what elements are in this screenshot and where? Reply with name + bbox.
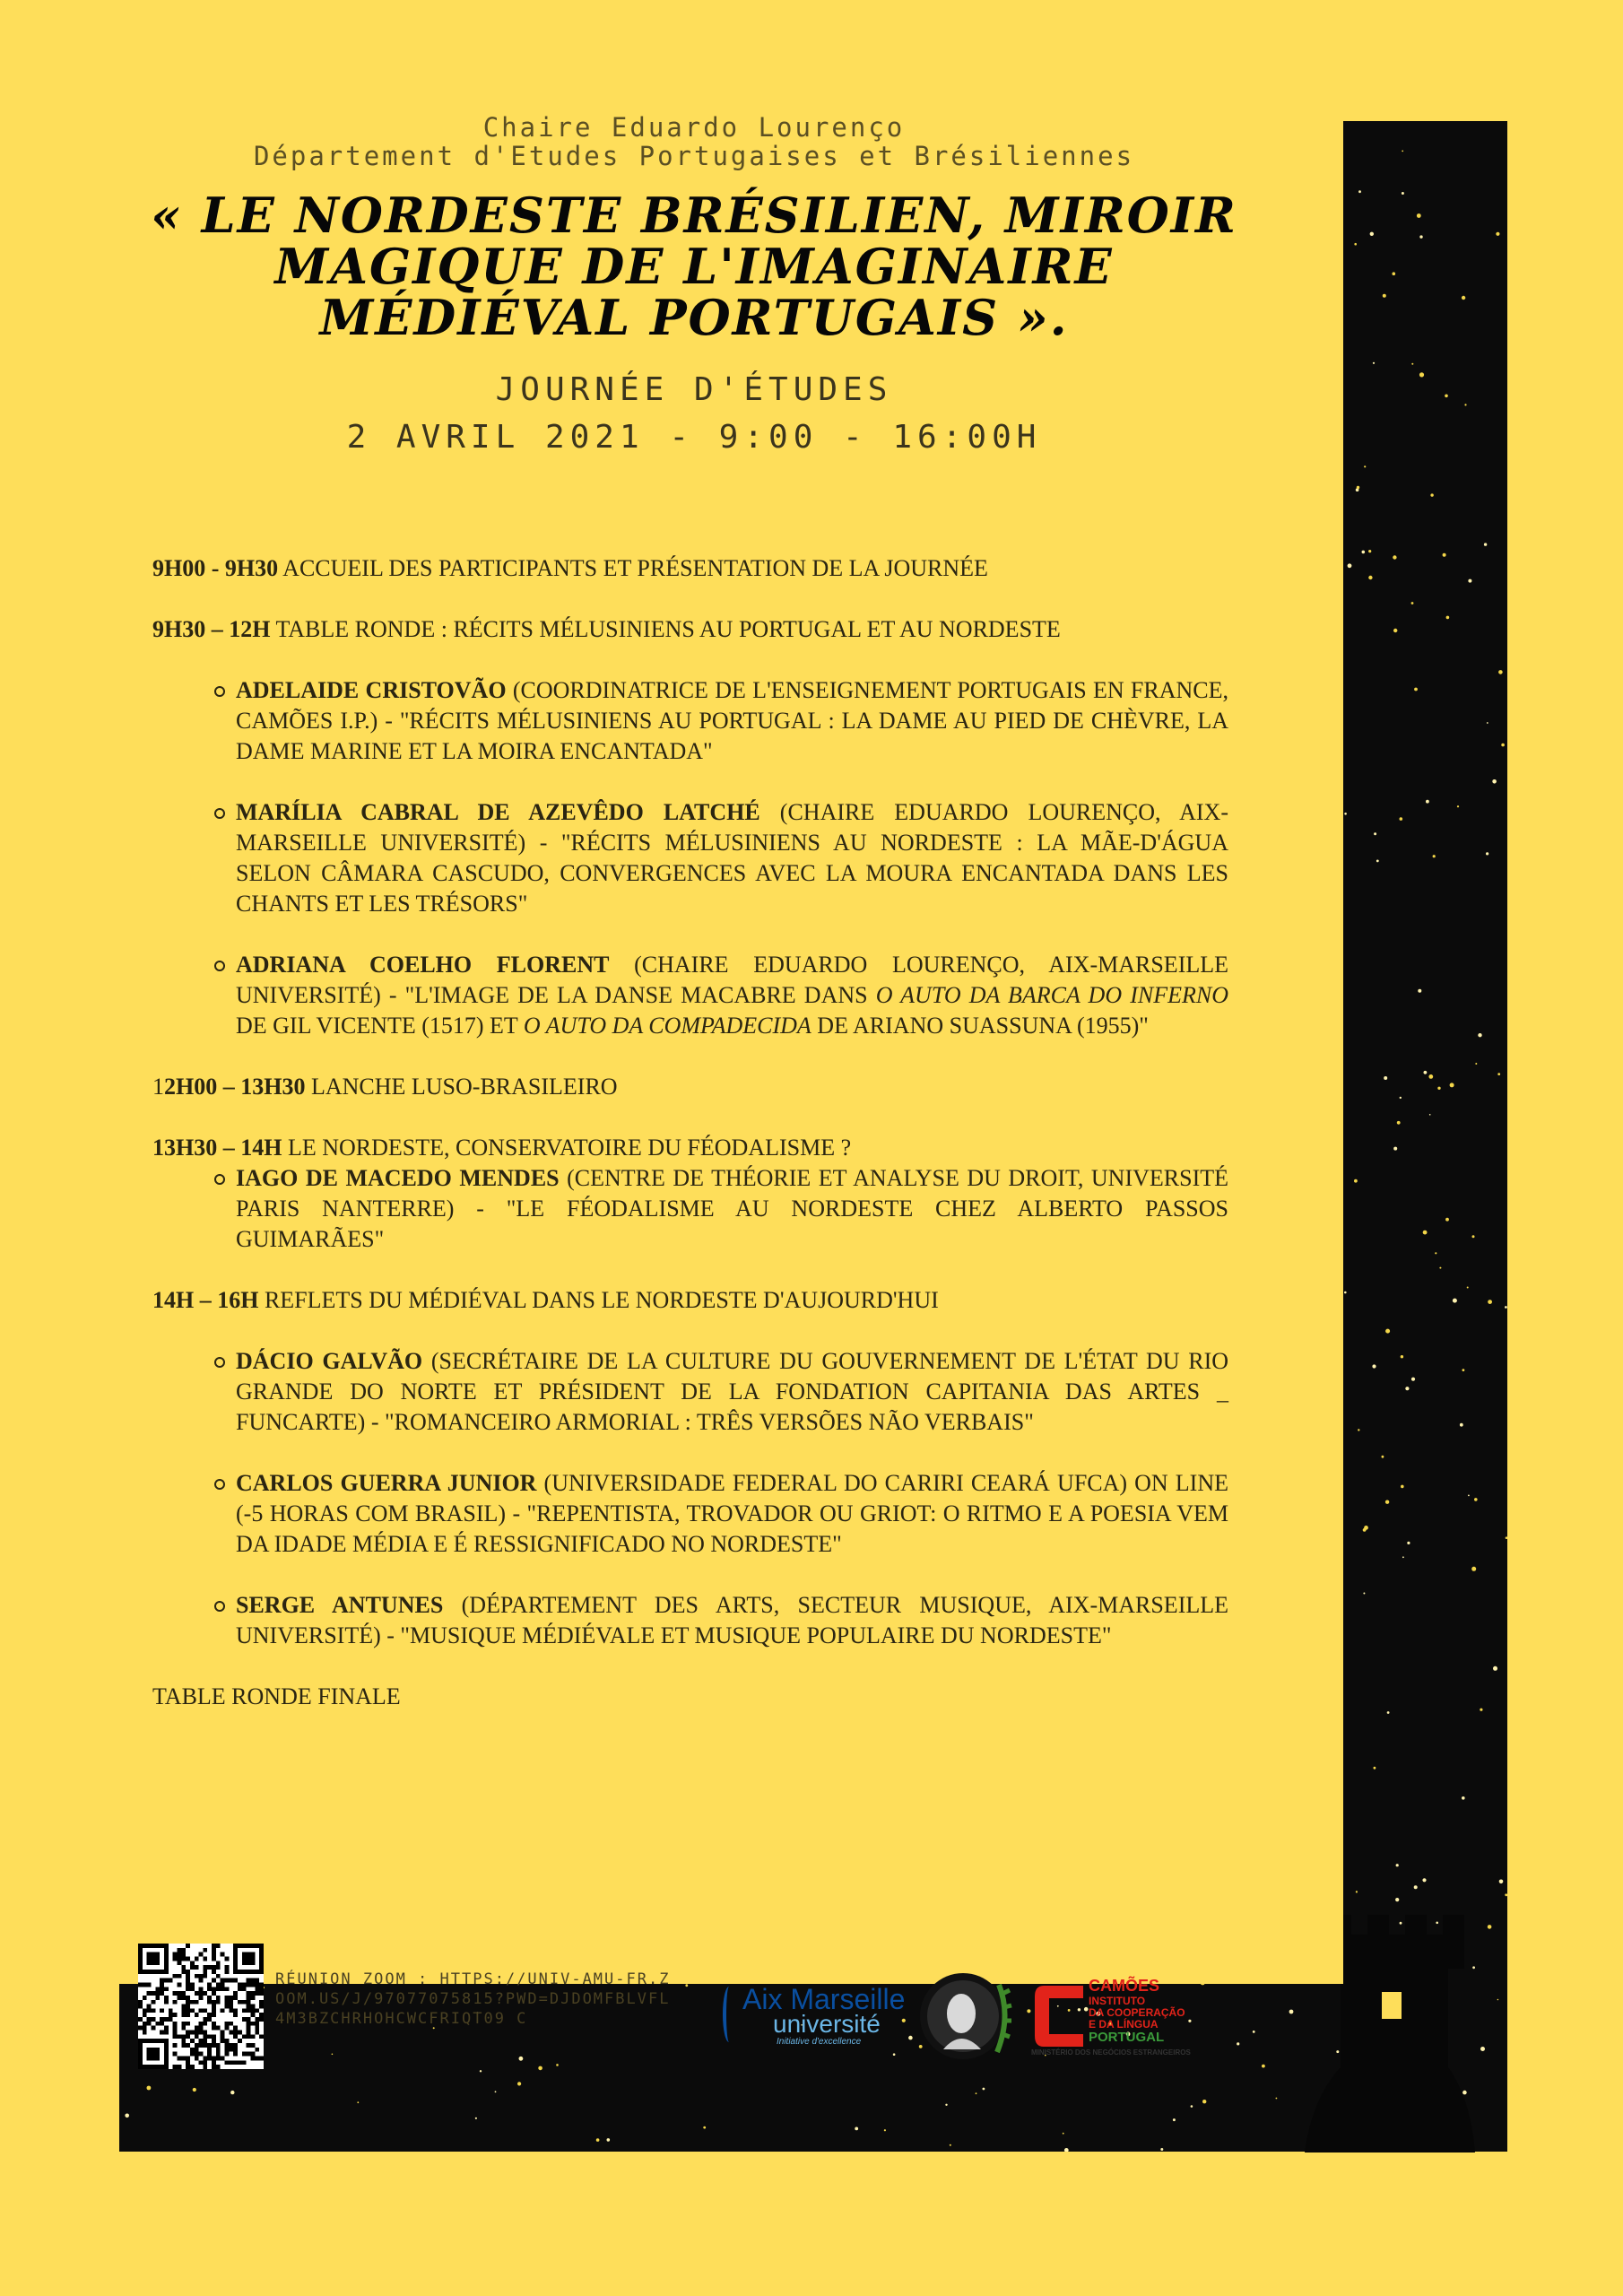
star-dot xyxy=(1395,1898,1399,1901)
star-dot xyxy=(1462,1369,1465,1371)
star-dot xyxy=(1462,296,1465,300)
star-dot xyxy=(147,2086,152,2091)
star-dot xyxy=(1393,272,1396,275)
speaker-talk: (UNIVERSIDADE FEDERAL DO CARIRI CEARÁ UFCA) ON LINE (-5 HORAS COM BRASIL) - "REPENTISTA, TROVADOR OU GRIOT: O RITMO E A POESIA VEM DA IDADE MÉDIA E É RESSIGNIFICADO NO NORDESTE" xyxy=(236,1470,1228,1557)
star-dot xyxy=(1467,1287,1469,1289)
star-dot xyxy=(1445,1218,1449,1222)
star-dot xyxy=(480,2070,482,2072)
star-dot xyxy=(1348,563,1352,568)
star-dot xyxy=(1422,1878,1426,1882)
star-dot xyxy=(1414,1885,1418,1889)
star-dot xyxy=(1368,576,1372,579)
star-dot xyxy=(1480,2047,1485,2051)
star-dot xyxy=(1402,1556,1404,1558)
camoes-logo xyxy=(1031,1973,1202,2063)
star-dot xyxy=(1493,1666,1497,1671)
star-dot xyxy=(1443,553,1446,557)
camoes-line-4: E DA LÍNGUA xyxy=(1089,2018,1159,2031)
star-dot xyxy=(125,2114,129,2118)
speaker-talk: DE ARIANO SUASSUNA (1955)" xyxy=(811,1013,1149,1039)
speaker-talk: (SECRÉTAIRE DE LA CULTURE DU GOUVERNEMENT DE L'ÉTAT DU RIO GRANDE DO NORTE ET PRÉSIDENT DE LA FONDATION CAPITANIA DAS ARTES _ FUNCARTE) - "ROMANCEIRO ARMORIAL : TRÊS VERSÕES NÃO VERBAIS" xyxy=(236,1348,1228,1435)
star-dot xyxy=(1478,1033,1481,1037)
star-dot xyxy=(1464,404,1466,405)
star-dot xyxy=(1357,486,1359,489)
star-dot xyxy=(1385,1329,1390,1334)
star-dot xyxy=(1497,1999,1499,2001)
star-dot xyxy=(1393,629,1397,632)
star-dot xyxy=(1445,395,1448,398)
star-dot xyxy=(1411,602,1414,604)
title-line-1: « LE NORDESTE BRÉSILIEN, MIROIR xyxy=(151,187,1237,244)
star-dot xyxy=(230,2091,234,2094)
star-dot xyxy=(703,2126,706,2129)
speaker-talk: (CHAIRE EDUARDO LOURENÇO, AIX-MARSEILLE UNIVERSITÉ) - "RÉCITS MÉLUSINIENS AU NORDESTE : LA MÃE-D'ÁGUA SELON CÂMARA CASCUDO, CONVERGENCES AVEC LA MOURA ENCANTADA DANS LES CHANTS ET LES TRÉSORS" xyxy=(236,799,1228,917)
star-dot xyxy=(1376,860,1379,863)
session-lunch xyxy=(152,1072,1228,1102)
session-time: 13H30 – 14H xyxy=(152,1135,282,1161)
star-dot xyxy=(1374,1767,1376,1770)
speaker-name: CARLOS GUERRA JUNIOR xyxy=(236,1470,537,1496)
star-dot xyxy=(1364,465,1366,467)
camoes-line-3: DA COOPERAÇÃO xyxy=(1089,2006,1185,2019)
star-dot xyxy=(983,2088,985,2091)
camoes-line-2: INSTITUTO xyxy=(1089,1995,1146,2007)
star-dot xyxy=(1402,192,1404,195)
star-dot xyxy=(1401,1485,1404,1489)
star-dot xyxy=(1253,2031,1255,2033)
star-dot xyxy=(1457,805,1459,807)
star-dot xyxy=(1460,1423,1463,1427)
speaker-talk: (COORDINATRICE DE L'ENSEIGNEMENT PORTUGAIS EN FRANCE, CAMÕES I.P.) - "RÉCITS MÉLUSINIENS AU PORTUGAL : LA DAME AU PIED DE CHÈVRE, LA DAME MARINE ET LA MOIRA ENCANTADA" xyxy=(236,677,1228,764)
star-dot xyxy=(1368,550,1371,552)
star-dot xyxy=(1358,190,1361,193)
star-dot xyxy=(1428,1074,1433,1079)
star-dot xyxy=(1354,243,1357,246)
session-feudalism xyxy=(152,1133,1228,1163)
star-dot xyxy=(1424,1071,1428,1074)
star-dot xyxy=(1384,1076,1387,1080)
star-dot xyxy=(1474,1498,1478,1501)
star-dot xyxy=(1429,1114,1431,1116)
star-dot xyxy=(1396,1864,1399,1866)
star-dot xyxy=(596,2138,600,2142)
speaker-name: ADELAIDE CRISTOVÃO xyxy=(236,677,507,703)
star-dot xyxy=(1414,688,1418,691)
star-dot xyxy=(1472,1235,1475,1238)
star-dot xyxy=(357,2101,359,2103)
star-dot xyxy=(1385,1500,1389,1504)
star-dot xyxy=(1344,1292,1347,1294)
session-text: TABLE RONDE : RÉCITS MÉLUSINIENS AU PORTUGAL ET AU NORDESTE xyxy=(270,616,1061,642)
star-dot xyxy=(1402,151,1403,152)
session-time: 14H – 16H xyxy=(152,1287,259,1313)
eduardo-lourenco-medal-icon xyxy=(916,1967,1015,2066)
speaker-talk: (CHAIRE EDUARDO LOURENÇO, AIX-MARSEILLE UNIVERSITÉ) - "L'IMAGE DE LA DANSE MACABRE DANS xyxy=(236,952,1228,1008)
star-dot xyxy=(1430,493,1433,496)
star-dot xyxy=(1354,1179,1358,1183)
qr-code-icon[interactable] xyxy=(138,1944,264,2069)
star-dot xyxy=(1492,779,1497,784)
speaker-item xyxy=(236,1346,1228,1438)
star-dot xyxy=(1362,551,1366,554)
title-line-2: MAGIQUE DE L'IMAGINAIRE xyxy=(274,238,1114,295)
star-dot xyxy=(1370,232,1374,236)
star-dot xyxy=(1484,543,1487,545)
speaker-item xyxy=(236,1468,1228,1560)
session-text: LE NORDESTE, CONSERVATOIRE DU FÉODALISME ? xyxy=(282,1135,852,1161)
speaker-name: SERGE ANTUNES xyxy=(236,1592,444,1618)
star-dot xyxy=(1387,1711,1390,1714)
star-dot xyxy=(1496,232,1499,236)
star-dot xyxy=(1237,2042,1239,2045)
star-dot xyxy=(1446,616,1450,620)
star-dot xyxy=(1418,989,1421,993)
star-dot xyxy=(519,2057,524,2061)
star-dot xyxy=(1506,1536,1507,1539)
star-dot xyxy=(1400,817,1403,821)
star-dot xyxy=(1488,1300,1492,1304)
star-dot xyxy=(1498,670,1503,674)
star-dot xyxy=(332,2054,334,2056)
speaker-item xyxy=(236,797,1228,919)
star-dot xyxy=(475,2118,477,2119)
star-dot xyxy=(193,2088,196,2092)
star-dot xyxy=(1407,1542,1410,1544)
star-dot xyxy=(1405,1387,1409,1390)
star-dot xyxy=(607,2138,611,2142)
session-text: LANCHE LUSO-BRASILEIRO xyxy=(305,1074,618,1100)
star-dot xyxy=(1262,2065,1265,2068)
title-line-3: MÉDIÉVAL PORTUGAIS ». xyxy=(319,289,1069,346)
star-dot xyxy=(1486,852,1488,855)
star-dot xyxy=(1397,1121,1401,1125)
star-dot xyxy=(945,2104,947,2106)
work-title: O AUTO DA COMPADECIDA xyxy=(523,1013,812,1039)
star-dot xyxy=(1393,555,1396,559)
speaker-name: DÁCIO GALVÃO xyxy=(236,1348,423,1374)
star-dot xyxy=(1401,1355,1403,1358)
session-time: 9H00 - 9H30 xyxy=(152,555,279,581)
star-dot xyxy=(1356,1891,1358,1892)
program-list xyxy=(152,553,1228,1712)
department-name: Département d'Etudes Portugaises et Brésiliennes xyxy=(253,141,1135,171)
speaker-name: ADRIANA COELHO FLORENT xyxy=(236,952,610,978)
amu-bracket-icon xyxy=(723,1987,735,2042)
speaker-name: MARÍLIA CABRAL DE AZEVÊDO LATCHÉ xyxy=(236,799,760,825)
star-dot xyxy=(1501,744,1505,747)
star-dot xyxy=(1497,1073,1500,1075)
star-dot xyxy=(1487,722,1488,724)
star-dot xyxy=(976,2092,977,2094)
star-dot xyxy=(1363,1528,1367,1532)
star-dot xyxy=(855,2127,858,2131)
star-dot xyxy=(1173,2118,1176,2121)
star-dot xyxy=(1411,363,1413,365)
speaker-talk: (CENTRE DE THÉORIE ET ANALYSE DU DROIT, UNIVERSITÉ PARIS NANTERRE) - "LE FÉODALISME AU NORDESTE CHEZ ALBERTO PASSOS GUIMARÃES" xyxy=(236,1165,1228,1252)
star-dot xyxy=(1064,2148,1069,2152)
star-dot xyxy=(1462,1796,1465,1800)
star-dot xyxy=(1419,235,1422,238)
star-dot xyxy=(1423,1231,1428,1235)
speaker-item xyxy=(236,1163,1228,1255)
event-title xyxy=(45,187,1343,346)
event-date: 2 AVRIL 2021 - 9:00 - 16:00H xyxy=(346,419,1042,456)
amu-line-3: Initiative d'excellence xyxy=(777,2037,862,2047)
star-dot xyxy=(1400,1097,1402,1099)
star-dot xyxy=(1363,1593,1365,1595)
amu-line-2: université xyxy=(773,2010,881,2038)
star-dot xyxy=(1471,1567,1476,1571)
star-dot xyxy=(556,2064,559,2066)
star-dot xyxy=(1160,2148,1163,2151)
session-roundtable xyxy=(152,614,1228,645)
aix-marseille-logo xyxy=(721,1979,909,2051)
zoom-link[interactable]: RÉUNION ZOOM : HTTPS://UNIV-AMU-FR.ZOOM.US/J/97077075815?PWD=DJDOMFBLVFL4M3BZCHRHOHCWCFRIQT09 C xyxy=(275,1970,671,2028)
session-final: TABLE RONDE FINALE xyxy=(152,1683,401,1709)
speaker-name: IAGO DE MACEDO MENDES xyxy=(236,1165,560,1191)
star-dot xyxy=(1505,1306,1507,1309)
star-dot xyxy=(1393,1147,1397,1151)
star-dot xyxy=(1358,1429,1359,1431)
session-text: REFLETS DU MÉDIÉVAL DANS LE NORDESTE D'AUJOURD'HUI xyxy=(258,1287,939,1313)
star-dot xyxy=(1468,579,1471,583)
speaker-talk: DE GIL VICENTE (1517) ET xyxy=(236,1013,524,1039)
star-dot xyxy=(1276,2098,1278,2100)
star-dot xyxy=(517,2082,521,2085)
star-dot xyxy=(950,2144,951,2146)
star-dot xyxy=(1505,1893,1507,1896)
star-dot xyxy=(1417,213,1421,218)
work-title: O AUTO DA BARCA DO INFERNO xyxy=(875,982,1228,1008)
session-time: 2H00 – 13H30 xyxy=(164,1074,306,1100)
star-dot xyxy=(884,2129,886,2131)
star-dot xyxy=(538,2066,542,2071)
speaker-item xyxy=(236,950,1228,1041)
camoes-c-icon xyxy=(1031,1982,1085,2050)
star-dot xyxy=(685,1984,688,1987)
star-dot xyxy=(1202,2100,1206,2103)
star-dot xyxy=(1426,800,1429,804)
star-dot xyxy=(1475,1063,1477,1065)
amu-line-1: Aix Marseille xyxy=(742,1983,906,2015)
star-dot xyxy=(1468,1495,1470,1497)
star-dot xyxy=(1411,1378,1415,1381)
star-dot xyxy=(1383,294,1386,298)
star-dot xyxy=(1344,813,1347,815)
star-dot xyxy=(1027,2009,1030,2013)
star-dot xyxy=(1063,2133,1064,2135)
star-dot xyxy=(1453,1299,1457,1303)
session-welcome xyxy=(152,553,1228,584)
camoes-line-6: MINISTÉRIO DOS NEGÓCIOS ESTRANGEIROS xyxy=(1031,2048,1191,2057)
star-dot xyxy=(1372,1364,1376,1368)
poster-content xyxy=(45,47,1343,2057)
star-dot xyxy=(1419,372,1424,377)
session-reflections xyxy=(152,1285,1228,1316)
speaker-item xyxy=(236,675,1228,767)
star-dot xyxy=(1373,362,1375,364)
session-time: 9H30 – 12H xyxy=(152,616,271,642)
star-dot xyxy=(1437,1087,1440,1090)
star-dot xyxy=(1289,2010,1294,2014)
star-dot xyxy=(893,2053,896,2056)
star-dot xyxy=(1435,1252,1436,1254)
session-time-prefix: 1 xyxy=(152,1074,164,1100)
camoes-line-1: CAMÕES xyxy=(1089,1977,1160,1995)
camoes-line-5: PORTUGAL xyxy=(1089,2030,1165,2045)
chair-name: Chaire Eduardo Lourenço xyxy=(482,112,906,143)
star-dot xyxy=(1439,1267,1441,1269)
star-dot xyxy=(1499,1880,1504,1884)
star-dot xyxy=(1480,1709,1482,1711)
speaker-talk: (DÉPARTEMENT DES ARTS, SECTEUR MUSIQUE, AIX-MARSEILLE UNIVERSITÉ) - "MUSIQUE MÉDIÉVALE ET MUSIQUE POPULAIRE DU NORDESTE" xyxy=(236,1592,1228,1648)
star-dot xyxy=(495,2091,497,2092)
speaker-item xyxy=(236,1590,1228,1651)
star-dot xyxy=(1382,1456,1384,1458)
session-text: ACCUEIL DES PARTICIPANTS ET PRÉSENTATION DE LA JOURNÉE xyxy=(278,555,988,581)
star-dot xyxy=(1433,855,1436,857)
star-dot xyxy=(1450,1083,1454,1087)
event-subtitle: JOURNÉE D'ÉTUDES xyxy=(495,371,893,408)
star-dot xyxy=(1374,832,1376,835)
star-dot xyxy=(1488,1925,1492,1929)
star-dot xyxy=(1191,2105,1193,2108)
